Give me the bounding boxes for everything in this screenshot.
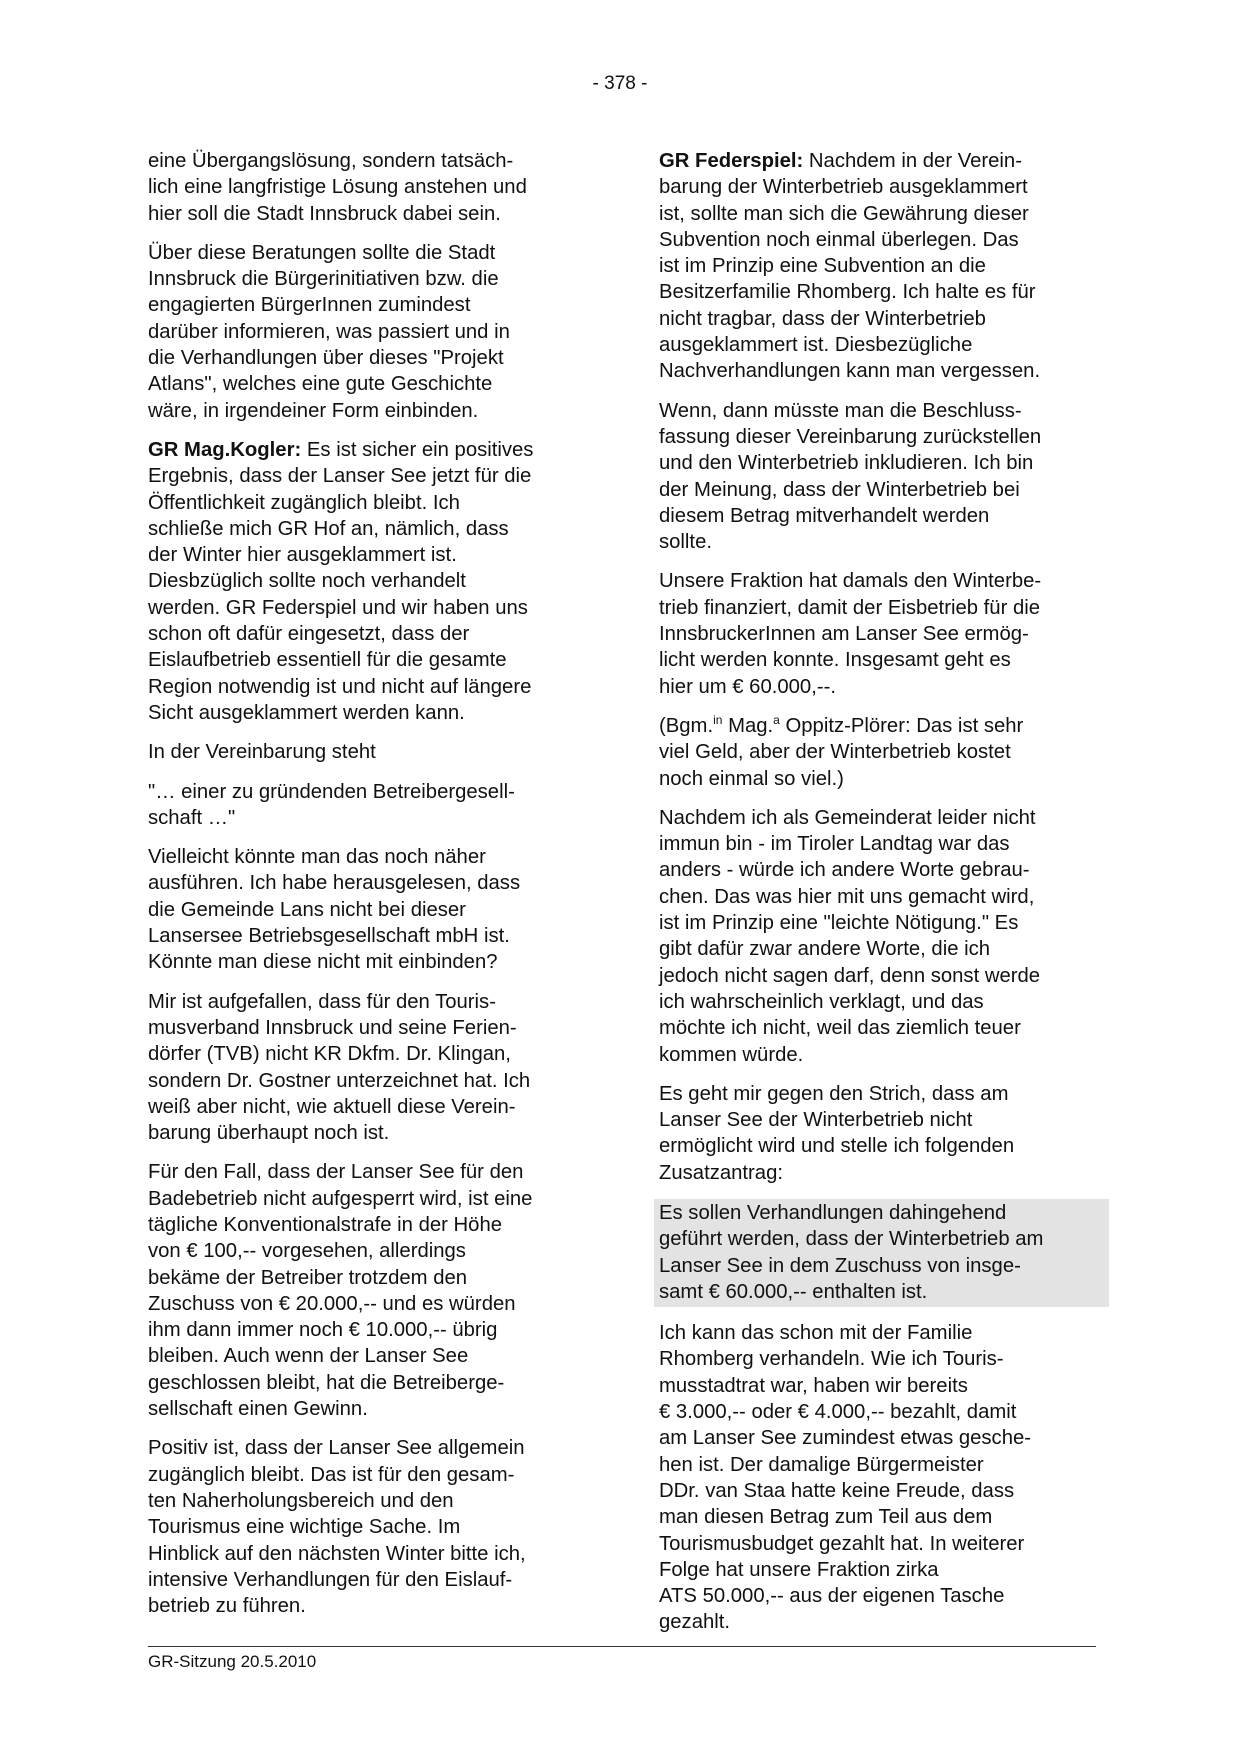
- paragraph: Mir ist aufgefallen, dass für den Touris- musverband Innsbruck und seine Ferien- dörfer (TVB) nicht KR Dkfm. Dr. Klingan, sondern Dr. Gostner unterzeichnet hat. Ich weiß aber nicht, wie aktuell diese Verein- barung überhaupt noch ist.: [148, 990, 531, 1145]
- paragraph: Über diese Beratungen sollte die Stadt Innsbruck die Bürgerinitiativen bzw. die engagierten BürgerInnen zumindest darüber informieren, was passiert und in die Verhandlungen über dieses "Projekt Atlans", welches eine gute Geschichte wäre, in irgendeiner Form einbinden.: [148, 241, 510, 422]
- quote: "… einer zu gründenden Betreibergesell- schaft …": [148, 780, 515, 829]
- paragraph: Wenn, dann müsste man die Beschluss- fassung dieser Vereinbarung zurückstellen und den Winterbetrieb inkludieren. Ich bin der Meinung, dass der Winterbetrieb bei diesem Betrag mitverhandelt werden sollte.: [659, 399, 1042, 554]
- paragraph: Positiv ist, dass der Lanser See allgemein zugänglich bleibt. Das ist für den gesam- ten Naherholungsbereich und den Tourismus eine wichtige Sache. Im Hinblick auf den nächsten Winter bitte ich, intensive Verhandlungen für den Eislauf- betrieb zu führen.: [148, 1437, 526, 1618]
- paragraph: In der Vereinbarung steht: [148, 741, 376, 764]
- speaker-name: GR Federspiel:: [659, 150, 804, 172]
- paragraph: Nachdem ich als Gemeinderat leider nicht immun bin - im Tiroler Landtag war das anders - würde ich andere Worte gebrau- chen. Das was hier mit uns gemacht wird, ist im Prinzip eine "leichte Nötigung." Es gibt dafür zwar andere Worte, die ich jedoch nicht sagen darf, denn sonst werde ich wahrscheinlich verklagt, und das möchte ich nicht, weil das ziemlich teuer kommen würde.: [659, 806, 1041, 1066]
- paragraph: Vielleicht könnte man das noch näher ausführen. Ich habe herausgelesen, dass die Gemeinde Lans nicht bei dieser Lansersee Betriebsgesellschaft mbH ist. Könnte man diese nicht mit einbinden?: [148, 846, 521, 974]
- paragraph: Ich kann das schon mit der Familie Rhomberg verhandeln. Wie ich Touris- musstadtrat war, haben wir bereits € 3.000,-- oder € 4.000,-- bezahlt, damit am Lanser See zumindest etwas gesche- hen ist. Der damalige Bürgermeister DDr. van Staa hatte keine Freude, dass man diesen Betrag zum Teil aus dem Tourismusbudget gezahlt hat. In weiterer Folge hat unsere Fraktion zirka ATS 50.000,-- aus der eigenen Tasche gezahlt.: [659, 1322, 1032, 1634]
- interjection-text: (Bgm.: [659, 714, 714, 737]
- interjection: [659, 713, 1104, 792]
- speaker-name: GR Mag.Kogler:: [148, 438, 302, 461]
- footer-divider: [148, 1646, 1096, 1647]
- right-column: [659, 148, 1104, 1649]
- superscript: a: [773, 712, 780, 727]
- page-number: - 378 -: [592, 73, 648, 94]
- left-column: [148, 148, 593, 1632]
- interjection-text: Mag.: [722, 714, 774, 737]
- paragraph: Für den Fall, dass der Lanser See für den Badebetrieb nicht aufgesperrt wird, ist eine tägliche Konventionalstrafe in der Höhe von € 100,-- vorgesehen, allerdings bekäme der Betreiber trotzdem den Zuschuss von € 20.000,-- und es würden ihm dann immer noch € 10.000,-- übrig bleiben. Auch wenn der Lanser See geschlossen bleibt, hat die Betreiberge- sellschaft einen Gewinn.: [148, 1161, 533, 1421]
- speech-text: Es ist sicher ein positives Ergebnis, dass der Lanser See jetzt für die Öffentlichkeit zugänglich bleibt. Ich schließe mich GR Hof an, nämlich, dass der Winter hier ausgeklammert ist. Diesbzüglich sollte noch verhandelt werden. GR Federspiel und wir haben uns schon oft dafür eingesetzt, dass der Eislaufbetrieb essentiell für die gesamte Region notwendig ist und nicht auf längere Sicht ausgeklammert werden kann.: [148, 438, 534, 724]
- motion-highlight: Es sollen Verhandlungen dahingehend geführt werden, dass der Winterbetrieb am Lanser See in dem Zuschuss von insge- samt € 60.000,-- enthalten ist.: [654, 1199, 1109, 1307]
- paragraph: Es geht mir gegen den Strich, dass am Lanser See der Winterbetrieb nicht ermöglicht wird und stelle ich folgenden Zusatzantrag:: [659, 1082, 1015, 1184]
- speech-text: Nachdem in der Verein- barung der Winterbetrieb ausgeklammert ist, sollte man sich die Gewährung dieser Subvention noch einmal überlegen. Das ist im Prinzip eine Subvention an die Besitzerfamilie Rhomberg. Ich halte es für nicht tragbar, dass der Winterbetrieb ausgeklammert ist. Diesbezügliche Nachverhandlungen kann man vergessen.: [659, 150, 1041, 383]
- paragraph: Unsere Fraktion hat damals den Winterbe- trieb finanziert, damit der Eisbetrieb für die InnsbruckerInnen am Lanser See ermög- licht werden konnte. Insgesamt geht es hier um € 60.000,--.: [659, 570, 1042, 698]
- paragraph: [148, 437, 593, 726]
- interjection-text: Oppitz-Plörer: Das ist sehr viel Geld, aber der Winterbetrieb kostet noch einmal so viel.): [659, 714, 1024, 790]
- superscript: in: [713, 712, 723, 727]
- paragraph: [659, 148, 1104, 385]
- paragraph: eine Übergangslösung, sondern tatsäch- lich eine langfristige Lösung anstehen und hier soll die Stadt Innsbruck dabei sein.: [148, 150, 527, 225]
- footer: GR-Sitzung 20.5.2010: [148, 1652, 317, 1671]
